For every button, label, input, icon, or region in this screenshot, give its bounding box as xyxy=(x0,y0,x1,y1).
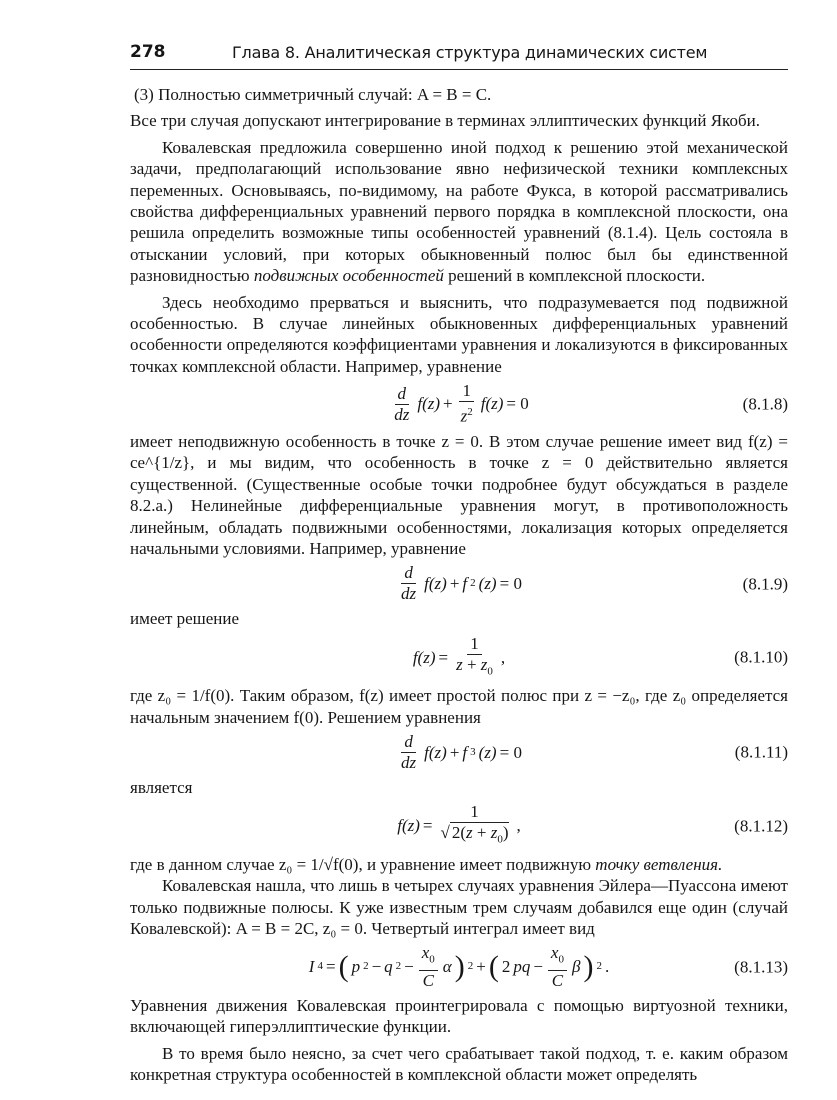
equation-number: (8.1.8) xyxy=(742,394,788,414)
paragraph-simple-pole: где z₀ = 1/f(0). Таким образом, f(z) имеет простой полюс при z = −z₀, где z₀ определяется начальным значением f(0). Решением уравнения xyxy=(130,686,788,727)
paragraph-text: Ковалевская предложила совершенно иной подход к решению этой механической задачи, предполагающий использование явно нефизической техники комплексных переменных. Основываясь, по-видимому, на работе Фукса, в которой рассматривались свойства дифференциальных уравнений первого порядка в комплексной плоскости, она решила определить возможные типы особенностей уравнений (8.1.4). Цель состояла в отыскании условий, при которых обыкновенный полюс был бы единственной разновидностью xyxy=(130,137,788,286)
equation-number: (8.1.11) xyxy=(734,742,788,762)
page-body xyxy=(130,84,788,1085)
paragraph-fixed-singularity: имеет неподвижную особенность в точке z = 0. В этом случае решение имеет вид f(z) = ce^{1/z}, и мы видим, что особенность в точке z = 0 действительно является существенной. (Существенные особые точки подробнее будут обсуждаться в разделе 8.2.а.) Нелинейные дифференциальные уравнения могут, в противоположность линейным, обладать подвижными особенностями, локализация которых определяется начальными условиями. Например, уравнение xyxy=(130,431,788,558)
equation-number: (8.1.10) xyxy=(734,647,788,667)
equation-formula: $\frac{d}{dz}$ f(z) + f 2 (z) = 0 xyxy=(401,563,522,604)
equation-8-1-11 xyxy=(130,732,788,773)
paragraph-kovalevskaya-approach xyxy=(130,137,788,287)
paragraph-branch-point xyxy=(130,854,788,875)
equation-8-1-9 xyxy=(130,563,788,604)
paragraph-text: решений в комплексной плоскости. xyxy=(443,266,706,286)
equation-8-1-13 xyxy=(130,943,788,990)
equation-formula: $\frac{d}{dz}$ f(z) + $\frac{1}{z^2}$ f(z) = 0 xyxy=(394,381,529,426)
paragraph-unclear: В то время было неясно, за счет чего срабатывает такой подход, т. е. каким образом конкретная структура особенностей в комплексной области может определять xyxy=(130,1043,788,1085)
paragraph-movable-singularity: Здесь необходимо прерваться и выяснить, что подразумевается под подвижной особенностью. В случае линейных обыкновенных дифференциальных уравнений особенности определяются коэффициентами уравнения и локализуются в фиксированных точках комплексной области. Например, уравнение xyxy=(130,292,788,376)
header-rule xyxy=(130,69,788,70)
equation-formula: f(z) = $\frac{1}{√ 2(z + z_0)}$ , xyxy=(397,802,521,846)
chapter-title: Глава 8. Аналитическая структура динамических систем xyxy=(232,43,708,62)
equation-formula: I 4 = ( p 2 − q 2 − $\frac{x_0}{C}$ α ) 2 + ( 2 pq − $\frac{x_0}{C}$ β ) 2 . xyxy=(308,943,610,990)
case-3-item: (3) Полностью симметричный случай: A = B = C. xyxy=(134,85,492,104)
paragraph-all-three: Все три случая допускают интегрирование в терминах эллиптических функций Якоби. xyxy=(130,111,760,131)
equation-formula: f(z) = $\frac{1}{z + z_0}$ , xyxy=(412,633,506,678)
equation-formula: $\frac{d}{dz}$ f(z) + f 3 (z) = 0 xyxy=(401,731,522,772)
paragraph-four-cases: Ковалевская нашла, что лишь в четырех случаях уравнения Эйлера—Пуассона имеют только подвижные полюсы. К уже известным трем случаям добавился еще один (случай Ковалевской): A = B = 2C, z₀ = 0. Четвертый интеграл имеет вид xyxy=(130,876,788,938)
equation-number: (8.1.12) xyxy=(734,816,788,836)
emphasis-movable-singularities: подвижных особенностей xyxy=(253,266,444,286)
paragraph-has-solution: имеет решение xyxy=(130,609,240,629)
paragraph-text: где в данном случае z₀ = 1/√f(0), и уравнение имеет подвижную xyxy=(130,854,596,874)
running-header xyxy=(130,40,788,68)
equation-number: (8.1.9) xyxy=(742,574,788,594)
page-number: 278 xyxy=(130,42,166,62)
equation-8-1-12 xyxy=(130,802,788,849)
equation-8-1-8 xyxy=(130,381,788,427)
equation-8-1-10 xyxy=(130,634,788,681)
emphasis-branch-point: точку ветвления. xyxy=(595,854,723,874)
paragraph-integrated: Уравнения движения Ковалевская проинтегрировала с помощью виртуозной техники, включающей гиперэллиптические функции. xyxy=(130,995,788,1037)
equation-number: (8.1.13) xyxy=(734,957,788,977)
paragraph-is: является xyxy=(130,777,193,797)
